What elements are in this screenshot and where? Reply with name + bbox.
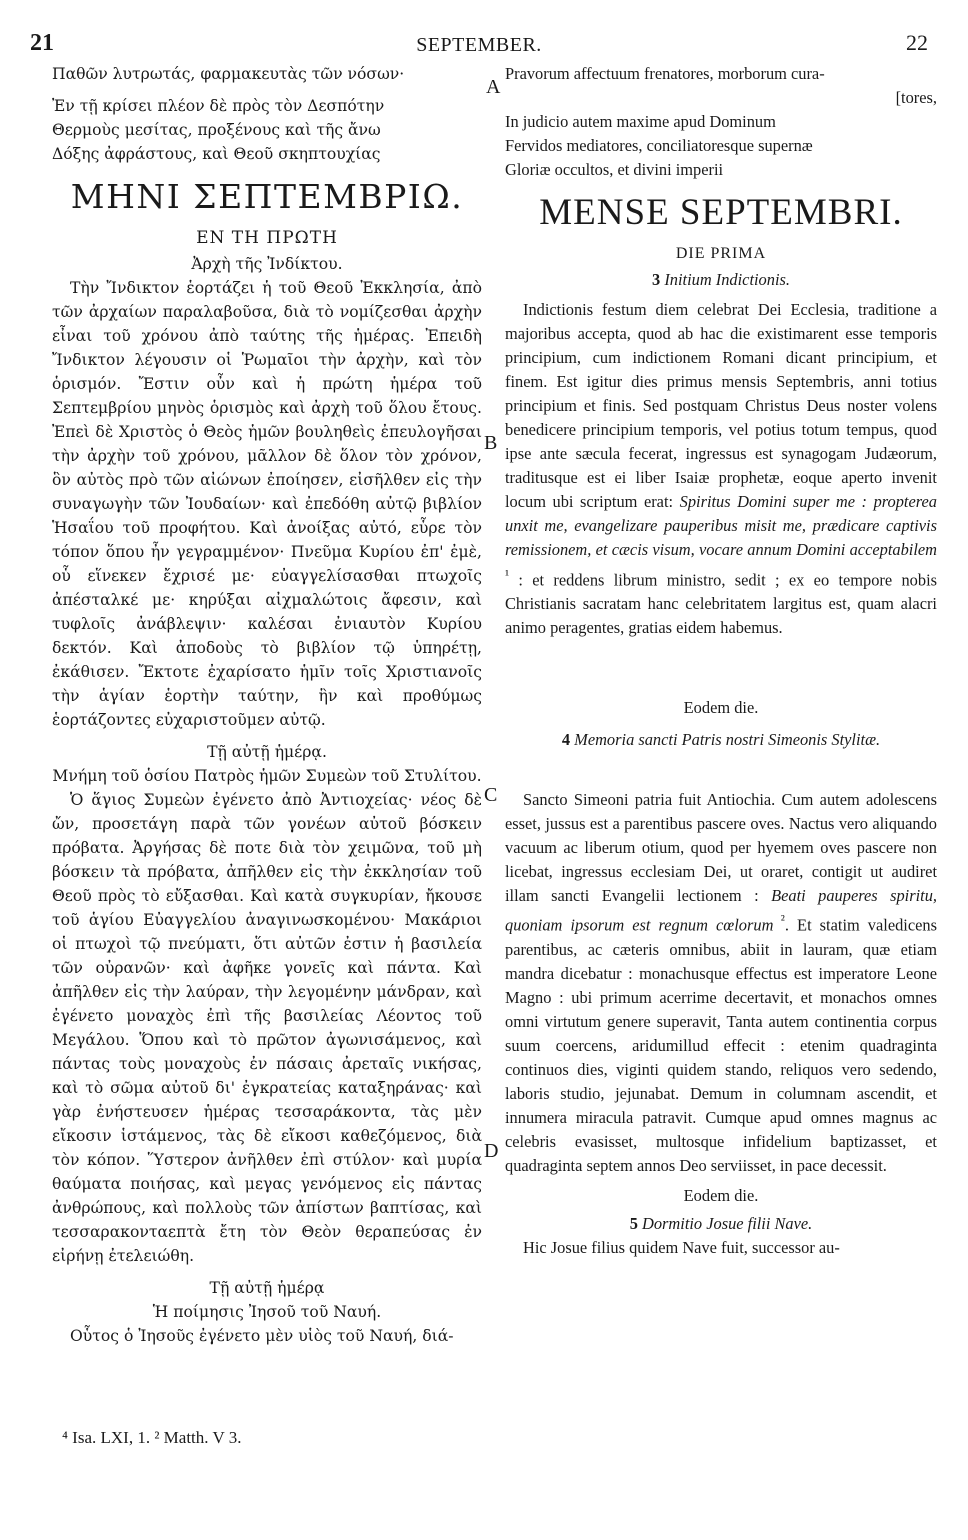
greek-verse-line: Δόξης ἀφράστους, καὶ Θεοῦ σκηπτουχίας — [52, 145, 381, 163]
latin-verse-line: Gloriæ occultos, et divini imperii — [505, 160, 724, 179]
latin-verse-line: Fervidos mediatores, conciliatoresque supernæ — [505, 136, 813, 155]
greek-section2-text: Ὁ ἅγιος Συμεὼν ἐγένετο ἀπὸ Ἀντιοχείας· νέος δὲ ὤν, προσετάγη παρὰ τῶν γονέων αὐτοῦ βόσκειν πρόβατα. Ἀργήσας δὲ ποτε διὰ τὸν χειμῶνα, τοῦ μὴ βόσκειν τὰ πρόβατα, ἀπῆλθεν εἰς τὴν ἐκκλησίαν τοῦ Θεοῦ πρὸς τὸ εὔξασθαι. Καὶ κατὰ συγκυρίαν, ἤκουσε τοῦ ἁγίου Εὐαγγελίου ἀναγινωσκομένου· Μακάριοι οἱ πτωχοὶ τῷ πνεύματι, ὅτι αὐτῶν ἐστιν ἡ βασιλεία τῶν οὐρανῶν· καὶ ἀφῆκε γονεῖς καὶ πάντα. Καὶ ἀπῆλθεν εἰς τὴν λαύραν, τὴν λεγομένην μάνδραν, καὶ ἐγένετο μοναχὸς ἐπὶ τῆς βασιλείας Λέοντος τοῦ Μεγάλου. Ὅπου καὶ τὸ πρῶτον ἀγωνισάμενος, καὶ πάντας τοὺς μοναχοὺς ἐν πάσαις ἀρεταῖς νικήσας, καὶ τὸ σῶμα αὐτοῦ δι' ἐγκρατείας καταξηράνας· καὶ γὰρ ἐνήστευσεν ἡμέρας τεσσαράκοντα, τὰς μὲν εἴκοσιν ἱστάμενος, τὰς δὲ εἴκοσι καθεζόμενος, διὰ τὸν κόπον. Ὕστερον ἀνῆλθεν ἐπὶ στύλον· καὶ μυρία θαύματα ποιήσας, καὶ μεγας γενόμενος εἰς πάντας ἀνθρώπους, καὶ πολλοὺς τῶν ἀπίστων βαπτίσας, καὶ τεσσαρακονταεπτὰ ἔτη τὸν Θεὸν θεραπεύσας ἐν εἰρήνῃ ἐτελειώθη. — [52, 791, 482, 1265]
latin-section2-number: 4 — [561, 730, 571, 750]
latin-section2-text — [505, 788, 937, 1177]
greek-verse-line: Ἐν τῇ κρίσει πλέον δὲ πρὸς τὸν Δεσπότην — [52, 97, 385, 115]
latin-section2-quote: Beati pauperes spiritu, quoniam ipsorum est regnum cœlorum — [505, 886, 937, 935]
latin-section2-heading — [505, 728, 937, 752]
margin-letter-d: D — [484, 1140, 499, 1162]
greek-section2-title: Μνήμη τοῦ ὁσίου Πατρὸς ἡμῶν Συμεὼν τοῦ Στυλίτου. — [52, 767, 482, 785]
page-number-left: 21 — [30, 30, 54, 56]
latin-section3-text: Hic Josue filius quidem Nave fuit, successor au- — [523, 1237, 840, 1257]
latin-section2-text-a: Sancto Simeoni patria fuit Antiochia. Cum autem adolescens esset, jussus est a parentibus pascere oves. Nactus vero aliquando vacuum ac liberum otium, quod per hyemem oves pascere non licebat, ingressus ecclesiam Dei, ut oraret, contigit ut audiret illam sancti Evangelii lectionem : — [505, 790, 937, 906]
latin-section2-text-b: . Et statim valedicens parentibus, ac cæteris omnibus, abiit in lauram, quæ etiam mandra dicebatur : monachusque effectus est imperatore Leone Magno : ubi primum acerrime decertavit, et monachos omnes omni virtutum genere superavit, Tanta autem continentia corpus suum coercens, aridumillud effecit : etenim quadraginta continuos dies, viginti quidem stando, reliquos vero sedendo, laboris studio, jejunabat. Demum in columnam ascendit, et innumera miracula patravit. Cumque apud omnes magnus ac celebris evasisset, multosque infidelium baptizasset, et quadraginta septem annos Deo serviisset, in pace decessit. — [505, 915, 937, 1175]
latin-verse-line: In judicio autem maxime apud Dominum — [505, 112, 776, 131]
running-title: SEPTEMBER. — [416, 34, 542, 56]
latin-verse — [505, 62, 937, 182]
latin-section2-title: Memoria sancti Patris nostri Simeonis Stylitæ. — [574, 730, 881, 750]
greek-same-day-1: Τῇ αὐτῇ ἡμέρᾳ. — [207, 743, 327, 761]
latin-column — [505, 62, 937, 1480]
margin-letter-c: C — [484, 784, 498, 806]
latin-same-day-1: Eodem die. — [683, 698, 759, 718]
page-number-right: 22 — [906, 30, 928, 55]
latin-section1-text-a: Indictionis festum diem celebrat Dei Ecclesia, traditione a majoribus accepta, quod ab hac die existimarent esse temporis principium, cum indictionem Romani dicant principium, et finem. Est igitur dies primus mensis Septembris, anni totius principium et finis. Sed postquam Christus Deus noster volens benedicere principium temporis, vel potius totum tempus, quod ipse ante sæcula fecerat, ingressus est synagogam Judæorum, traditusque est ei liber Isaiæ prophetæ, eoque aperto invenit locum ubi scriptum erat: — [505, 300, 937, 511]
latin-month-title: MENSE SEPTEMBRI. — [539, 192, 903, 233]
greek-section3-title: Ἡ ποίμησις Ἰησοῦ τοῦ Ναυή. — [152, 1303, 382, 1321]
greek-verse-line: Θερμοὺς μεσίτας, προξένους καὶ τῆς ἄνω — [52, 121, 381, 139]
latin-section1-text-b: : et reddens librum ministro, sedit ; ex eo tempore nobis Christianis sacratam hanc celebritatem largitus est, quam alacri animo peragentes, gratias eidem habemus. — [505, 570, 937, 638]
greek-month-title: ΜΗΝΙ ΣΕΠΤΕΜΒΡΙΩ. — [70, 177, 464, 216]
page-header — [30, 30, 928, 60]
greek-verse — [52, 62, 482, 166]
latin-same-day-2: Eodem die. — [683, 1185, 759, 1205]
latin-day-title: DIE PRIMA — [675, 245, 767, 262]
footnote-ref-1: ¹ — [505, 567, 510, 582]
greek-verse-line: Παθῶν λυτρωτάς, φαρμακευτὰς τῶν νόσων· — [52, 65, 405, 83]
latin-section1-number: 3 — [652, 270, 661, 289]
latin-section1-title: Initium Indictionis. — [664, 270, 790, 289]
latin-section1-text — [505, 298, 937, 640]
greek-section1-text: Τὴν Ἴνδικτον ἑορτάζει ἡ τοῦ Θεοῦ Ἐκκλησία, ἀπὸ τῶν ἀρχαίων παραλαβοῦσα, διὰ τὸ νομίζεσθαι ἀρχὴν εἶναι τοῦ χρόνου ἀπὸ ταύτης τῆς ἡμέρας. Ἐπειδὴ Ἴνδικτον λέγουσιν οἱ Ῥωμαῖοι τὴν ἀρχὴν, καὶ τὸν ὁρισμόν. Ἔστιν οὖν καὶ ἡ πρώτη ἡμέρα τοῦ Σεπτεμβρίου μηνὸς ὁρισμὸς καὶ ἀρχὴ τοῦ ὅλου ἔτους. Ἐπεὶ δὲ Χριστὸς ὁ Θεὸς ἡμῶν βουληθεὶς ἐπευλογῆσαι τὴν ἀρχὴν τοῦ χρόνου, μᾶλλον δὲ ὅλον τὸν χρόνον, ὃν αὐτὸς πρὸ τῶν αἰώνων ἐποίησεν, εἰσῆλθεν εἰς τὴν συναγωγὴν τῶν Ἰουδαίων· καὶ ἐπεδόθη αὐτῷ βιβλίον Ἡσαΐου τοῦ προφήτου. Καὶ ἀνοίξας αὐτό, εὗρε τὸν τόπον ὅπου ἦν γεγραμμένον· Πνεῦμα Κυρίου ἐπ' ἐμὲ, οὗ εἵνεκεν ἔχρισέ με· εὐαγγελίσασθαι πτωχοῖς ἀπέσταλκέ με· κηρύξαι αἰχμαλώτοις ἄφεσιν, καὶ τυφλοῖς ἀνάβλεψιν· καλέσαι ἐνιαυτὸν Κυρίου δεκτόν. Καὶ ἀποδοὺς τὸ βιβλίον τῷ ὑπηρέτῃ, ἐκάθισεν. Ἔκτοτε ἐχαρίσατο ἡμῖν τοῖς Χριστιανοῖς τὴν ἁγίαν ἑορτὴν ταύτην, ἣν καὶ προθύμως ἑορτάζοντες εὐχαριστοῦμεν αὐτῷ. — [52, 279, 482, 729]
greek-section3-text: Οὗτος ὁ Ἰησοῦς ἐγένετο μὲν υἱὸς τοῦ Ναυή, διά- — [70, 1327, 454, 1345]
greek-day-title: ΕΝ ΤΗ ΠΡΩΤΗ — [196, 228, 338, 248]
latin-verse-line: [tores, — [895, 88, 937, 107]
footnotes: ⁴ Isa. LXI, 1. ² Matth. V 3. — [62, 1428, 242, 1447]
latin-section1-heading — [505, 268, 937, 292]
latin-section1-quote: Spiritus Domini super me : propterea unxit me, evangelizare pauperibus misit me, prædicare captivis remissionem, et cæcis visum, vocare annum Domini acceptabilem — [505, 492, 937, 559]
latin-section3-heading — [505, 1212, 937, 1236]
greek-section1-title: Ἀρχὴ τῆς Ἰνδίκτου. — [191, 255, 343, 273]
footnote-ref-2: ² — [773, 912, 785, 928]
margin-letter-b: B — [484, 432, 498, 454]
latin-verse-line: Pravorum affectuum frenatores, morborum cura- — [505, 64, 825, 83]
greek-same-day-2: Τῇ αὐτῇ ἡμέρᾳ — [209, 1279, 325, 1297]
margin-letter-a: A — [486, 76, 501, 98]
latin-section3-title: Dormitio Josue filii Nave. — [642, 1213, 813, 1233]
latin-section3-number: 5 — [629, 1213, 638, 1233]
greek-column — [52, 62, 482, 1480]
